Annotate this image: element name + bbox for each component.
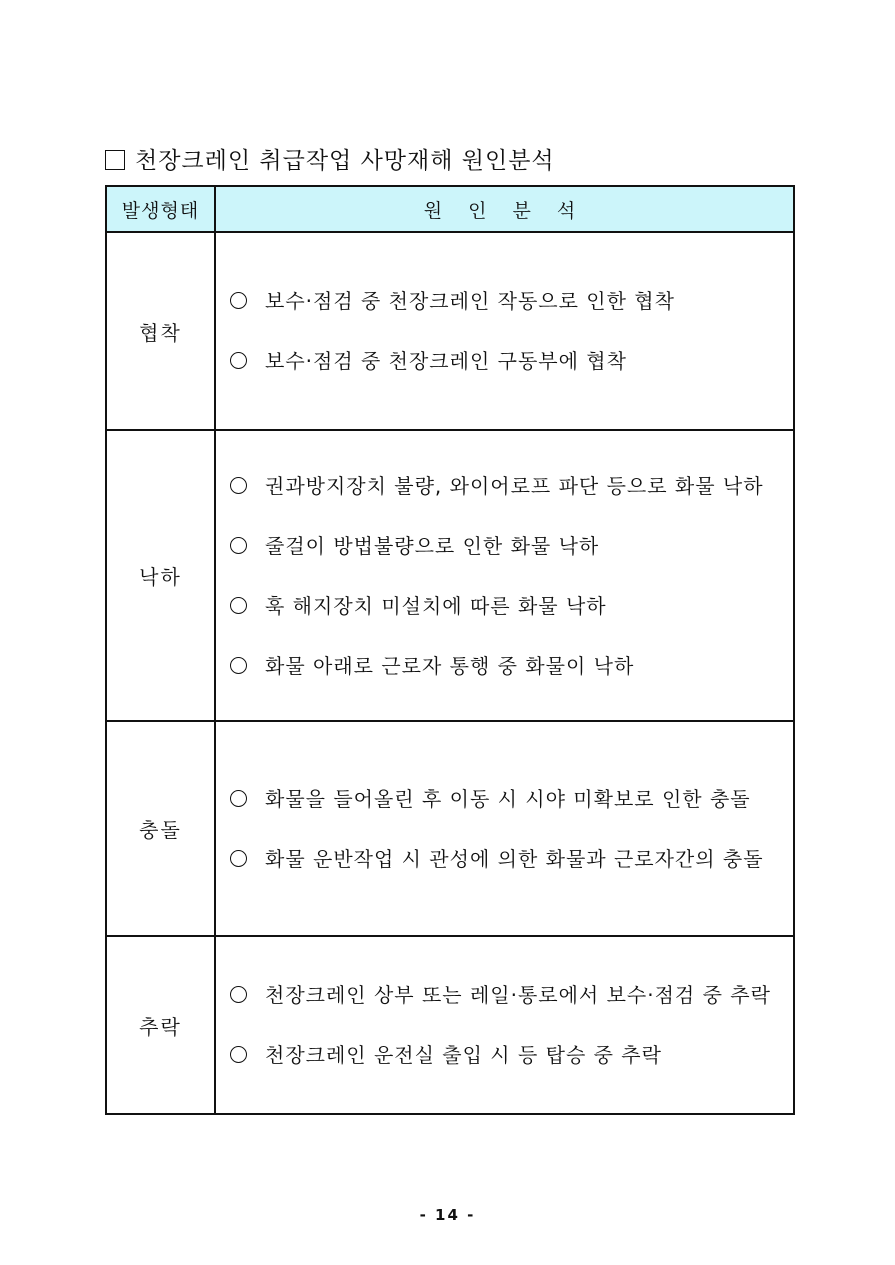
- row-type-label: 추락: [106, 936, 215, 1114]
- row-cause-list: [215, 936, 794, 1114]
- table-header-row: [106, 186, 794, 232]
- table-row: [106, 232, 794, 430]
- circle-bullet-icon: [230, 597, 247, 614]
- circle-bullet-icon: [230, 850, 247, 867]
- list-item: 화물을 들어올린 후 이동 시 시야 미확보로 인한 충돌: [230, 784, 788, 814]
- circle-bullet-icon: [230, 1046, 247, 1063]
- circle-bullet-icon: [230, 537, 247, 554]
- row-type-label: 협착: [106, 232, 215, 430]
- header-cause-analysis: 원 인 분 석: [215, 186, 794, 232]
- circle-bullet-icon: [230, 477, 247, 494]
- cause-analysis-table: [105, 185, 795, 1115]
- row-cause-list: [215, 232, 794, 430]
- list-item: 천장크레인 운전실 출입 시 등 탑승 중 추락: [230, 1040, 788, 1070]
- table-row: [106, 721, 794, 936]
- list-item: 보수·점검 중 천장크레인 구동부에 협착: [230, 346, 788, 376]
- list-item: 훅 해지장치 미설치에 따른 화물 낙하: [230, 591, 788, 621]
- row-cause-list: [215, 721, 794, 936]
- table-row: [106, 936, 794, 1114]
- list-item: 화물 아래로 근로자 통행 중 화물이 낙하: [230, 651, 788, 681]
- checkbox-square-icon: [105, 150, 125, 170]
- page-number: - 14 -: [419, 1206, 476, 1224]
- list-item: 화물 운반작업 시 관성에 의한 화물과 근로자간의 충돌: [230, 844, 788, 874]
- list-item: 줄걸이 방법불량으로 인한 화물 낙하: [230, 531, 788, 561]
- circle-bullet-icon: [230, 352, 247, 369]
- circle-bullet-icon: [230, 292, 247, 309]
- circle-bullet-icon: [230, 790, 247, 807]
- row-type-label: 낙하: [106, 430, 215, 721]
- list-item: 권과방지장치 불량, 와이어로프 파단 등으로 화물 낙하: [230, 471, 788, 501]
- table-row: [106, 430, 794, 721]
- list-item: 천장크레인 상부 또는 레일·통로에서 보수·점검 중 추락: [230, 980, 788, 1010]
- row-type-label: 충돌: [106, 721, 215, 936]
- row-cause-list: [215, 430, 794, 721]
- header-occurrence-type: 발생형태: [106, 186, 215, 232]
- section-title: 천장크레인 취급작업 사망재해 원인분석: [135, 148, 555, 174]
- section-heading: [105, 142, 555, 175]
- circle-bullet-icon: [230, 657, 247, 674]
- list-item: 보수·점검 중 천장크레인 작동으로 인한 협착: [230, 286, 788, 316]
- circle-bullet-icon: [230, 986, 247, 1003]
